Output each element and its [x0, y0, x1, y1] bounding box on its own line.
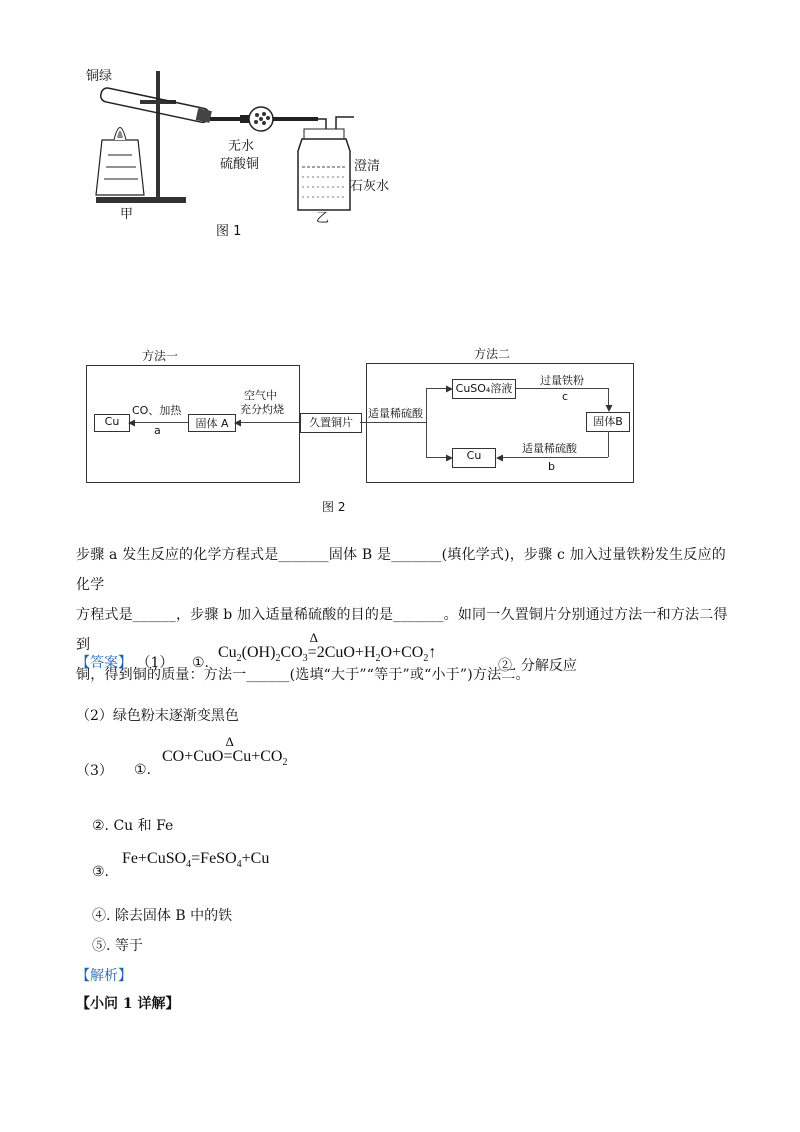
label-yi: 乙 [316, 211, 330, 226]
answer-line-1 [76, 652, 173, 672]
answer-tag: 【答案】 [76, 655, 132, 671]
answer-3-circle5: ⑤. 等于 [92, 938, 143, 954]
equation-co-reduction: CO+CuO Δ $=Cu+CO_2$ [162, 734, 288, 769]
dilute-h2so4-label-2: 适量稀硫酸 [522, 442, 577, 455]
figure1-apparatus [80, 55, 400, 245]
answer-part2: （2）绿色粉末逐渐变黑色 [76, 708, 239, 724]
label-anhydrous-2: 硫酸铜 [220, 157, 260, 172]
detail-tag: 【小问 1 详解】 [76, 996, 180, 1012]
aged-copper-box: 久置铜片 [300, 413, 362, 433]
cu-box-left: Cu [94, 414, 130, 432]
answer-3-circle2: ②. Cu 和 Fe [92, 818, 174, 834]
label-limewater-2: 石灰水 [350, 179, 390, 194]
solid-a-box: 固体 A [188, 414, 236, 432]
step-c-label: c [562, 390, 569, 403]
figure2-caption: 图 2 [322, 500, 346, 514]
answer-part1-num: （1） [136, 655, 174, 671]
figure1-caption: 图 1 [216, 224, 242, 239]
answer-part3-num: （3） [76, 763, 113, 779]
answer-3-circle1: ①. [134, 762, 152, 778]
burn-label-2: 充分灼烧 [240, 403, 284, 416]
answer-3-circle3: ③. [92, 864, 110, 880]
answer-1-circle1: ①. [192, 655, 210, 671]
answer-3-circle4: ④. 除去固体 B 中的铁 [92, 908, 233, 924]
cu-box-right: Cu [452, 448, 496, 468]
step-b-label: b [548, 460, 555, 473]
label-anhydrous-1: 无水 [228, 139, 255, 154]
answer-1-circle2: ②. 分解反应 [498, 658, 577, 674]
burn-label-1: 空气中 [244, 389, 277, 402]
solid-b-box: 固体B [586, 412, 630, 432]
label-jia: 甲 [120, 207, 134, 222]
question-paragraph [76, 540, 736, 690]
cuso4-solution-box: CuSO₄溶液 [452, 379, 516, 399]
question-line-3: 铜，得到铜的质量：方法一______(选填“大于”“等于”或“小于”)方法二。 [76, 667, 530, 683]
excess-iron-label: 过量铁粉 [540, 374, 584, 387]
label-limewater-1: 澄清 [354, 159, 381, 174]
figure2-diagram [86, 345, 726, 490]
dilute-h2so4-label: 适量稀硫酸 [368, 407, 423, 420]
question-line-1: 步骤 a 发生反应的化学方程式是_______固体 B 是_______(填化学式)，步骤 c 加入过量铁粉发生反应的化学 [76, 547, 726, 593]
equation-decomposition: $Cu_2(OH)_2CO_3$ Δ $=2CuO+H_2O+CO_2↑$ [218, 630, 437, 665]
question-line-2: 方程式是______，步骤 b 加入适量稀硫酸的目的是_______。如同一久置铜片分别通过方法一和方法二得到 [76, 607, 728, 653]
equation-iron-displacement: Fe+CuSO$_4$=FeSO$_4$+Cu [122, 850, 270, 871]
analysis-tag: 【解析】 [76, 968, 132, 984]
arrow-a-bottom: a [154, 424, 161, 437]
method1-title: 方法一 [142, 349, 179, 363]
method2-title: 方法二 [474, 347, 511, 361]
label-copper-green: 铜绿 [86, 69, 113, 84]
arrow-a-top: CO、加热 [132, 404, 182, 417]
